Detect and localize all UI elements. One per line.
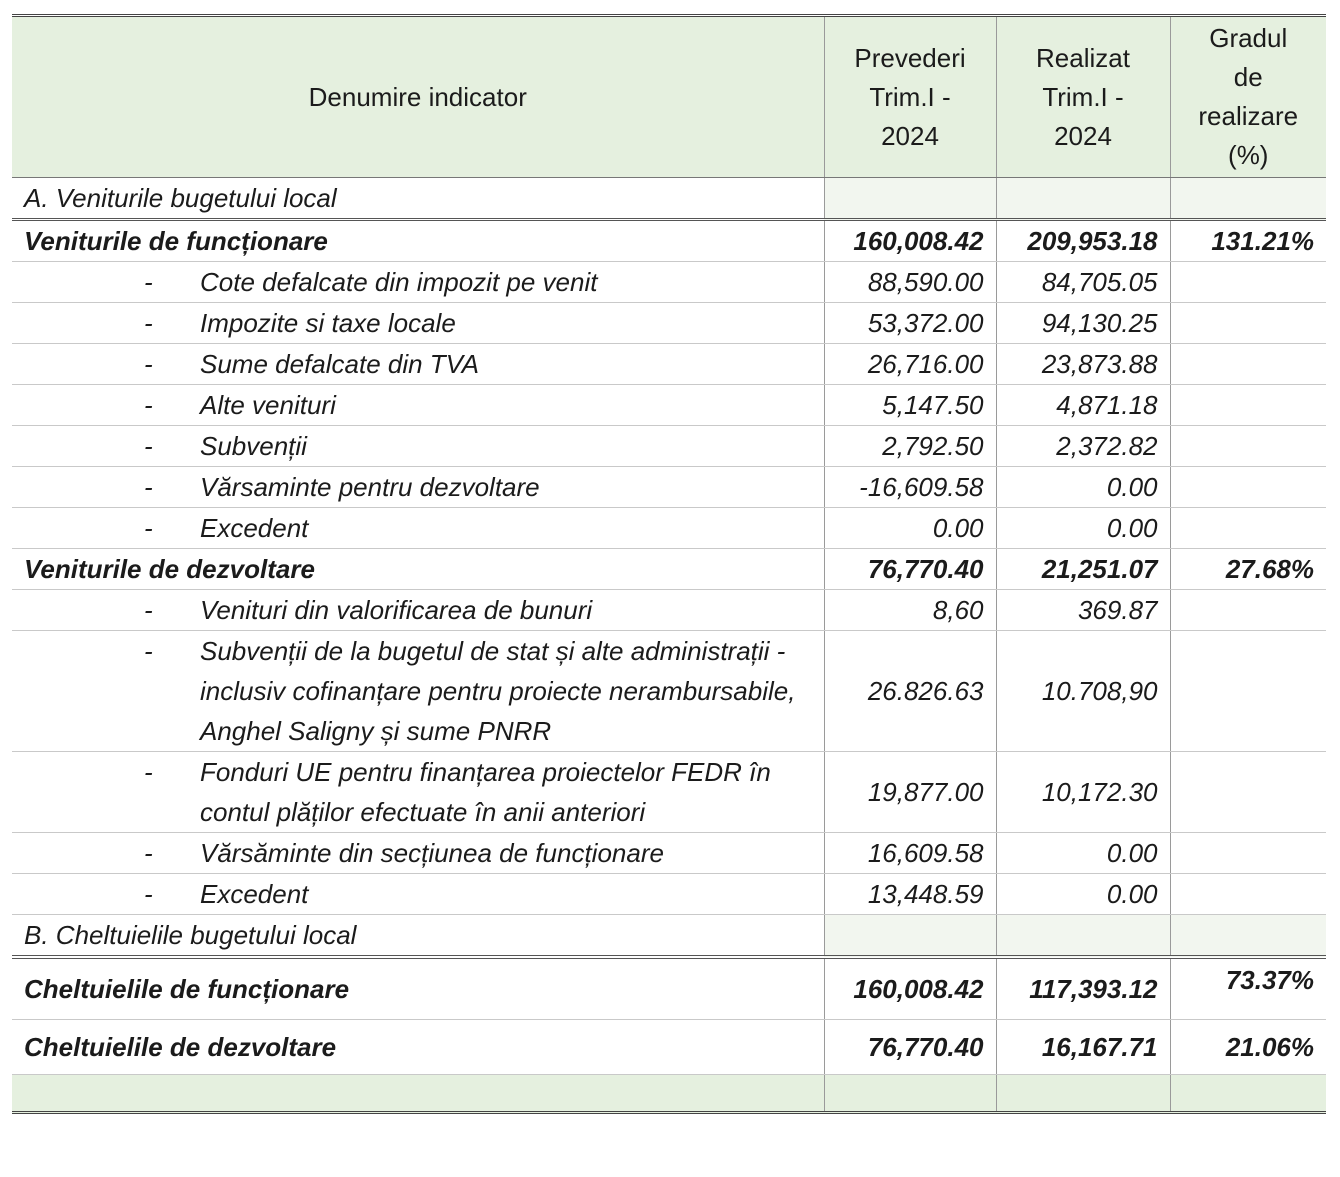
header-pct	[1170, 17, 1326, 178]
item-dash: -	[144, 879, 153, 909]
item-plan: 26.826.63	[824, 631, 996, 752]
item-real: 4,871.18	[996, 385, 1170, 426]
expense-pct: 21.06%	[1170, 1020, 1326, 1075]
item-label-cell	[12, 262, 824, 303]
item-row	[12, 833, 1326, 874]
item-row	[12, 303, 1326, 344]
item-pct	[1170, 590, 1326, 631]
category-row-functionare	[12, 220, 1326, 262]
expense-real: 117,393.12	[996, 957, 1170, 1020]
item-plan: 0.00	[824, 508, 996, 549]
header-pct-line-4: (%)	[1228, 140, 1269, 170]
item-dash: -	[144, 636, 153, 666]
empty-cell	[1170, 178, 1326, 220]
empty-cell	[824, 915, 996, 958]
item-real: 10,172.30	[996, 752, 1170, 833]
expense-label: Cheltuielile de funcționare	[12, 957, 824, 1020]
category-row-dezvoltare	[12, 549, 1326, 590]
functionare-items	[12, 262, 1326, 549]
item-dash: -	[144, 431, 153, 461]
header-pct-line-1: Gradul	[1209, 23, 1288, 53]
item-dash: -	[144, 349, 153, 379]
item-pct	[1170, 631, 1326, 752]
item-pct	[1170, 344, 1326, 385]
expense-plan: 76,770.40	[824, 1020, 996, 1075]
item-plan: 5,147.50	[824, 385, 996, 426]
header-real-line-1: Realizat	[1036, 42, 1130, 73]
header-plan-line-2: Trim.I -	[869, 81, 951, 112]
item-label-cell	[12, 874, 824, 915]
item-pct	[1170, 303, 1326, 344]
item-row	[12, 752, 1326, 833]
item-label-wrap	[24, 385, 812, 425]
category-plan: 160,008.42	[824, 220, 996, 262]
empty-cell	[824, 178, 996, 220]
item-row	[12, 467, 1326, 508]
item-plan: 88,590.00	[824, 262, 996, 303]
header-row	[12, 17, 1326, 178]
budget-table-wrapper	[12, 14, 1326, 1114]
item-real: 94,130.25	[996, 303, 1170, 344]
header-real-line-3: 2024	[1054, 120, 1112, 151]
empty-cell	[12, 1075, 824, 1113]
item-dash: -	[144, 757, 153, 787]
item-plan: 19,877.00	[824, 752, 996, 833]
section-b-row	[12, 915, 1326, 958]
item-label: Sume defalcate din TVA	[200, 349, 479, 379]
item-row	[12, 631, 1326, 752]
item-label-cell	[12, 590, 824, 631]
empty-cell	[1170, 915, 1326, 958]
item-dash: -	[144, 513, 153, 543]
header-plan-line-3: 2024	[881, 120, 939, 151]
item-label-cell	[12, 752, 824, 833]
item-real: 0.00	[996, 874, 1170, 915]
header-name: Denumire indicator	[12, 17, 824, 178]
expense-plan: 160,008.42	[824, 957, 996, 1020]
item-label-wrap	[24, 303, 812, 343]
item-row	[12, 344, 1326, 385]
category-pct: 27.68%	[1170, 549, 1326, 590]
empty-cell	[996, 178, 1170, 220]
category-real: 21,251.07	[996, 549, 1170, 590]
item-dash: -	[144, 390, 153, 420]
item-label-wrap	[24, 467, 812, 507]
expense-row-functionare	[12, 957, 1326, 1020]
item-plan: 13,448.59	[824, 874, 996, 915]
item-label: Cote defalcate din impozit pe venit	[200, 267, 598, 297]
item-pct	[1170, 874, 1326, 915]
expense-row-dezvoltare	[12, 1020, 1326, 1075]
item-plan: 8,60	[824, 590, 996, 631]
item-plan: 16,609.58	[824, 833, 996, 874]
empty-cell	[824, 1075, 996, 1113]
item-real: 0.00	[996, 508, 1170, 549]
header-plan-line-1: Prevederi	[854, 42, 966, 73]
item-pct	[1170, 262, 1326, 303]
category-pct: 131.21%	[1170, 220, 1326, 262]
item-label-cell	[12, 833, 824, 874]
item-plan: 2,792.50	[824, 426, 996, 467]
item-label: Impozite si taxe locale	[200, 308, 456, 338]
item-label: Excedent	[200, 879, 309, 909]
empty-cell	[996, 915, 1170, 958]
dezvoltare-items	[12, 590, 1326, 915]
item-real: 0.00	[996, 467, 1170, 508]
category-label: Veniturile de dezvoltare	[12, 549, 824, 590]
header-pct-line-2: de	[1233, 62, 1263, 92]
item-label-wrap	[24, 833, 812, 873]
item-label-cell	[12, 467, 824, 508]
item-label: Excedent	[200, 513, 309, 543]
budget-table	[12, 17, 1326, 1114]
empty-cell	[996, 1075, 1170, 1113]
header-real-line-2: Trim.I -	[1042, 81, 1124, 112]
item-label-wrap	[24, 590, 812, 630]
item-real: 2,372.82	[996, 426, 1170, 467]
item-row	[12, 874, 1326, 915]
item-dash: -	[144, 595, 153, 625]
item-label: Subvenții	[200, 431, 307, 461]
item-label: Subvenții de la bugetul de stat și alte administrații - inclusiv cofinanțare pentru proiecte nerambursabile, Anghel Saligny și sume PNRR	[200, 636, 796, 746]
item-label: Venituri din valorificarea de bunuri	[200, 595, 593, 625]
item-pct	[1170, 467, 1326, 508]
item-label-wrap	[24, 874, 812, 914]
section-a-row	[12, 178, 1326, 220]
item-label: Alte venituri	[200, 390, 336, 420]
item-real: 369.87	[996, 590, 1170, 631]
item-row	[12, 262, 1326, 303]
item-dash: -	[144, 308, 153, 338]
item-plan: -16,609.58	[824, 467, 996, 508]
item-real: 84,705.05	[996, 262, 1170, 303]
item-label-wrap	[24, 426, 812, 466]
item-row	[12, 508, 1326, 549]
item-dash: -	[144, 267, 153, 297]
header-pct-line-3: realizare	[1198, 101, 1299, 131]
item-pct	[1170, 833, 1326, 874]
item-label-cell	[12, 303, 824, 344]
item-label-wrap	[24, 631, 812, 751]
expense-pct: 73.37%	[1170, 957, 1326, 1020]
item-plan: 26,716.00	[824, 344, 996, 385]
item-label-wrap	[24, 344, 812, 384]
expense-real: 16,167.71	[996, 1020, 1170, 1075]
item-label-cell	[12, 344, 824, 385]
item-label-cell	[12, 426, 824, 467]
item-pct	[1170, 508, 1326, 549]
section-b-label: B. Cheltuielile bugetului local	[12, 915, 824, 958]
item-real: 10.708,90	[996, 631, 1170, 752]
item-row	[12, 385, 1326, 426]
item-label-cell	[12, 385, 824, 426]
item-real: 0.00	[996, 833, 1170, 874]
category-label: Veniturile de funcționare	[12, 220, 824, 262]
header-plan	[824, 17, 996, 178]
item-pct	[1170, 752, 1326, 833]
footer-row	[12, 1075, 1326, 1113]
item-row	[12, 590, 1326, 631]
item-label: Vărsăminte din secțiunea de funcționare	[200, 838, 664, 868]
empty-cell	[1170, 1075, 1326, 1113]
item-label-cell	[12, 508, 824, 549]
category-real: 209,953.18	[996, 220, 1170, 262]
header-real	[996, 17, 1170, 178]
item-plan: 53,372.00	[824, 303, 996, 344]
item-label-cell	[12, 631, 824, 752]
item-label-wrap	[24, 508, 812, 548]
item-row	[12, 426, 1326, 467]
expense-label: Cheltuielile de dezvoltare	[12, 1020, 824, 1075]
item-pct	[1170, 426, 1326, 467]
item-label-wrap	[24, 262, 812, 302]
item-label-wrap	[24, 752, 812, 832]
item-dash: -	[144, 472, 153, 502]
item-label: Fonduri UE pentru finanțarea proiectelor FEDR în contul plăților efectuate în anii anteriori	[200, 757, 771, 827]
item-label: Vărsaminte pentru dezvoltare	[200, 472, 540, 502]
section-a-label: A. Veniturile bugetului local	[12, 178, 824, 220]
item-dash: -	[144, 838, 153, 868]
category-plan: 76,770.40	[824, 549, 996, 590]
item-pct	[1170, 385, 1326, 426]
item-real: 23,873.88	[996, 344, 1170, 385]
